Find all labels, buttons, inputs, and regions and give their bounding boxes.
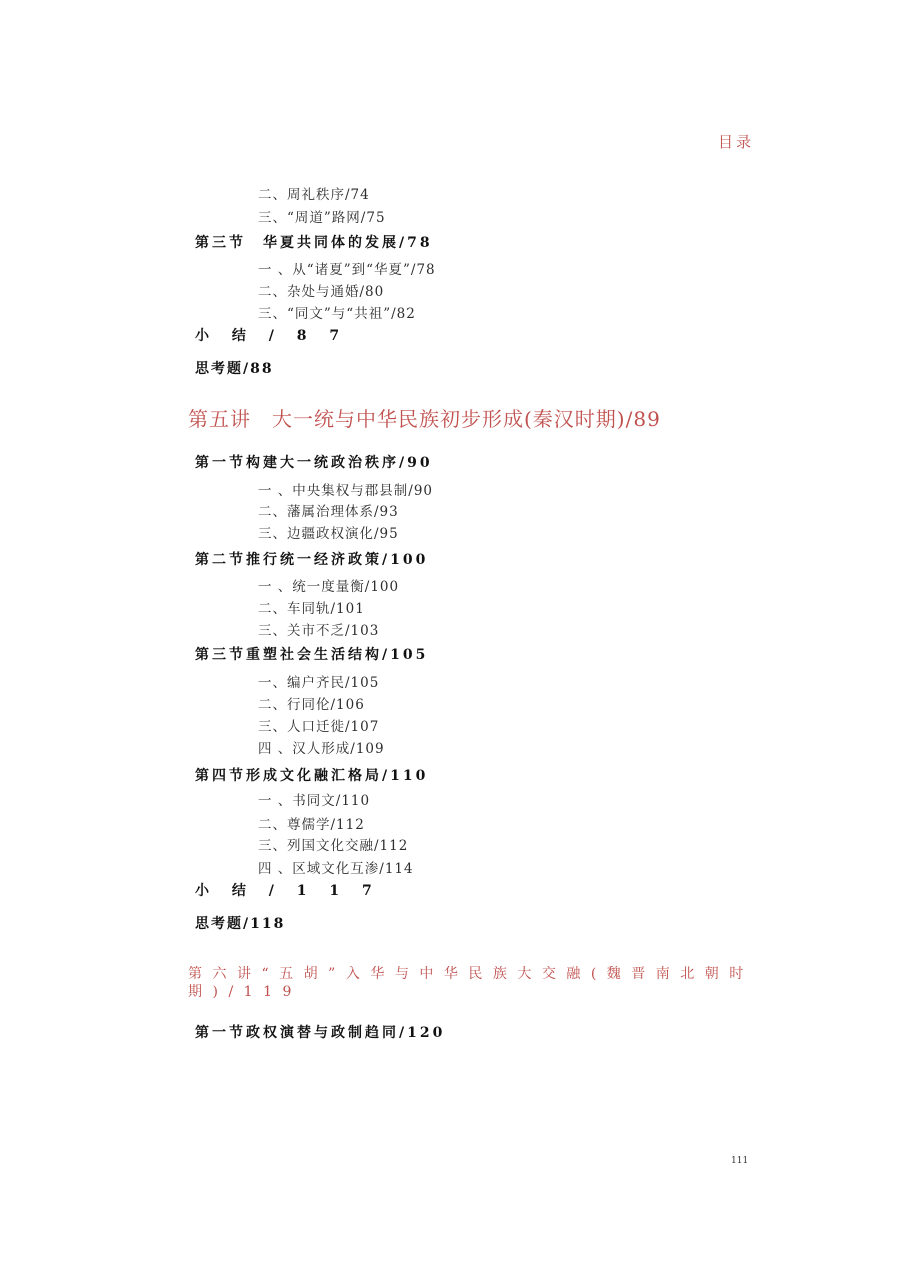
toc-subitem: 一 、统一度量衡/100 bbox=[258, 579, 400, 595]
toc-section: 第一节构建大一统政治秩序/90 bbox=[195, 455, 433, 471]
toc-subitem: 三、“同文”与“共祖”/82 bbox=[258, 306, 416, 322]
toc-subitem: 二、周礼秩序/74 bbox=[258, 187, 370, 203]
chapter-6-title: 第六讲“五胡”入华与中华民族大交融(魏晋南北朝时期)/119 bbox=[188, 966, 754, 1000]
toc-subitem: 四 、区域文化互渗/114 bbox=[258, 861, 414, 877]
toc-subitem: 一 、书同文/110 bbox=[258, 793, 371, 809]
chapter-5-title: 第五讲 大一统与中华民族初步形成(秦汉时期)/89 bbox=[188, 407, 661, 431]
toc-subitem: 二、车同轨/101 bbox=[258, 601, 365, 617]
toc-subitem: 二、尊儒学/112 bbox=[258, 817, 365, 833]
toc-subitem: 二、行同伦/106 bbox=[258, 697, 365, 713]
toc-subitem: 三、人口迁徙/107 bbox=[258, 719, 380, 735]
toc-subitem: 三、列国文化交融/112 bbox=[258, 838, 409, 854]
toc-subitem: 二、杂处与通婚/80 bbox=[258, 284, 385, 300]
toc-subitem: 四 、汉人形成/109 bbox=[258, 741, 385, 757]
toc-summary: 小 结 / 1 1 7 bbox=[195, 883, 381, 899]
toc-questions: 思考题/118 bbox=[195, 916, 286, 932]
toc-subitem: 三、边疆政权演化/95 bbox=[258, 526, 399, 542]
toc-subitem: 一 、中央集权与郡县制/90 bbox=[258, 483, 434, 499]
toc-subitem: 二、藩属治理体系/93 bbox=[258, 504, 399, 520]
toc-subitem: 三、“周道”路网/75 bbox=[258, 210, 386, 226]
toc-header: 目录 bbox=[718, 133, 755, 151]
toc-summary: 小 结 / 8 7 bbox=[195, 328, 349, 344]
toc-section: 第三节重塑社会生活结构/105 bbox=[195, 647, 429, 663]
toc-section: 第一节政权演替与政制趋同/120 bbox=[195, 1025, 446, 1041]
toc-subitem: 一、编户齐民/105 bbox=[258, 675, 380, 691]
toc-section: 第三节 华夏共同体的发展/78 bbox=[195, 235, 433, 251]
toc-questions: 思考题/88 bbox=[195, 361, 274, 377]
page-number: 111 bbox=[731, 1156, 749, 1166]
toc-subitem: 一 、从“诸夏”到“华夏”/78 bbox=[258, 262, 436, 278]
toc-section: 第二节推行统一经济政策/100 bbox=[195, 552, 429, 568]
toc-section: 第四节形成文化融汇格局/110 bbox=[195, 768, 429, 784]
toc-subitem: 三、关市不乏/103 bbox=[258, 623, 380, 639]
